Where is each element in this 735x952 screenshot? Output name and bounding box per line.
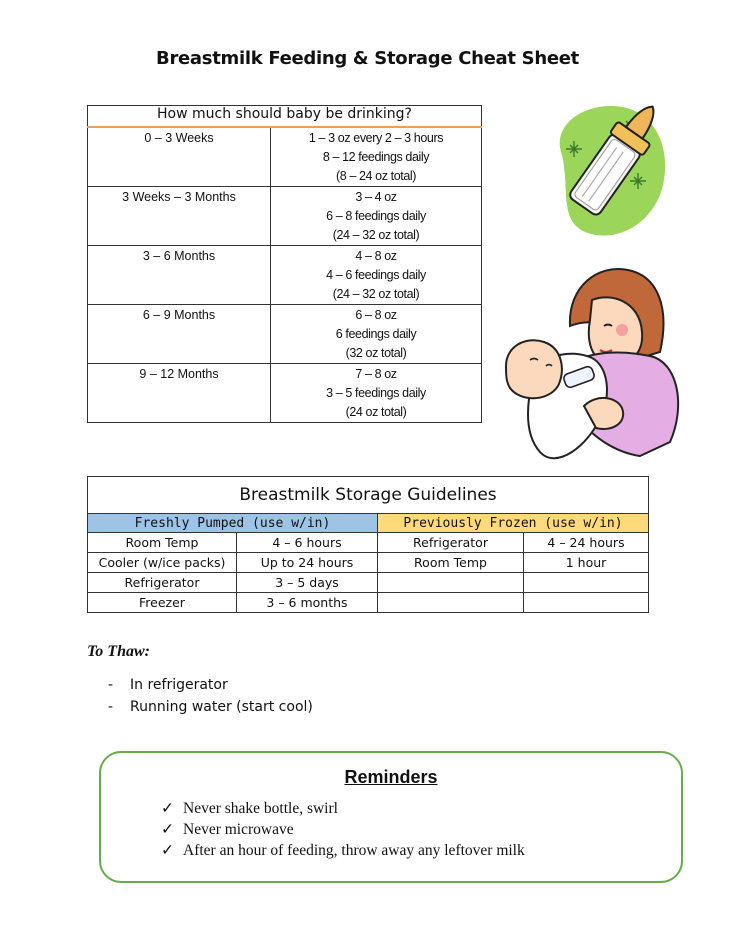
frozen-place: Refrigerator bbox=[378, 533, 524, 553]
feeding-amount-line: 3 – 5 feedings daily bbox=[326, 386, 426, 400]
feeding-amount bbox=[271, 187, 482, 246]
dash-bullet: - bbox=[108, 677, 114, 693]
frozen-time: 4 – 24 hours bbox=[524, 533, 649, 553]
reminder-text: Never shake bottle, swirl bbox=[183, 800, 338, 817]
baby-bottle-icon bbox=[548, 93, 670, 239]
table-row bbox=[88, 533, 649, 553]
feeding-amount-line: 7 – 8 oz bbox=[355, 367, 397, 381]
feeding-amount-line: 6 – 8 oz bbox=[355, 308, 397, 322]
feeding-amount bbox=[271, 246, 482, 305]
table-row bbox=[88, 246, 482, 305]
feeding-age: 9 – 12 Months bbox=[88, 364, 271, 423]
fresh-time: 3 – 6 months bbox=[237, 593, 378, 613]
list-item bbox=[108, 674, 313, 696]
feeding-amount bbox=[271, 127, 482, 187]
reminders-title: Reminders bbox=[344, 767, 438, 787]
feeding-amount-line: (24 – 32 oz total) bbox=[332, 287, 420, 301]
frozen-time bbox=[524, 593, 649, 613]
feeding-age: 0 – 3 Weeks bbox=[88, 127, 271, 187]
frozen-place bbox=[378, 573, 524, 593]
storage-table bbox=[87, 476, 649, 613]
feeding-amount-line: (24 oz total) bbox=[345, 405, 407, 419]
fresh-place: Freezer bbox=[88, 593, 237, 613]
table-row bbox=[88, 593, 649, 613]
thaw-list bbox=[108, 674, 313, 718]
feeding-amount-line: 4 – 8 oz bbox=[355, 249, 397, 263]
table-row bbox=[88, 187, 482, 246]
feeding-amount-line: 3 – 4 oz bbox=[355, 190, 397, 204]
table-row bbox=[88, 364, 482, 423]
fresh-place: Cooler (w/ice packs) bbox=[88, 553, 237, 573]
feeding-amount-line: 1 – 3 oz every 2 – 3 hours bbox=[308, 131, 444, 145]
previously-frozen-header: Previously Frozen (use w/in) bbox=[378, 514, 649, 533]
thaw-heading: To Thaw: bbox=[87, 643, 150, 660]
reminder-text: Never microwave bbox=[183, 821, 294, 838]
thaw-item: Running water (start cool) bbox=[130, 699, 313, 715]
table-row bbox=[88, 127, 482, 187]
feeding-age: 3 – 6 Months bbox=[88, 246, 271, 305]
fresh-time: 3 – 5 days bbox=[237, 573, 378, 593]
list-item bbox=[161, 798, 525, 819]
list-item bbox=[161, 819, 525, 840]
checkmark-icon: ✓ bbox=[161, 842, 174, 859]
table-row bbox=[88, 573, 649, 593]
reminders-box bbox=[99, 751, 683, 883]
fresh-place: Room Temp bbox=[88, 533, 237, 553]
reminders-list bbox=[161, 798, 525, 861]
reminder-text: After an hour of feeding, throw away any leftover milk bbox=[183, 842, 525, 859]
thaw-item: In refrigerator bbox=[130, 677, 228, 693]
frozen-place: Room Temp bbox=[378, 553, 524, 573]
feeding-amount-line: 6 – 8 feedings daily bbox=[326, 209, 426, 223]
table-row bbox=[88, 553, 649, 573]
feeding-amount-line: 6 feedings daily bbox=[335, 327, 417, 341]
list-item bbox=[108, 696, 313, 718]
dash-bullet: - bbox=[108, 699, 114, 715]
checkmark-icon: ✓ bbox=[161, 800, 174, 817]
mother-feeding-baby-icon bbox=[500, 256, 690, 476]
feeding-amount-line: 8 – 12 feedings daily bbox=[322, 150, 430, 164]
table-row bbox=[88, 305, 482, 364]
feeding-amount-line: (32 oz total) bbox=[345, 346, 407, 360]
page-title: Breastmilk Feeding & Storage Cheat Sheet bbox=[156, 48, 579, 69]
feeding-amount-line: (24 – 32 oz total) bbox=[332, 228, 420, 242]
checkmark-icon: ✓ bbox=[161, 821, 174, 838]
frozen-time bbox=[524, 573, 649, 593]
frozen-place bbox=[378, 593, 524, 613]
feeding-age: 6 – 9 Months bbox=[88, 305, 271, 364]
feeding-amount-line: (8 – 24 oz total) bbox=[335, 169, 417, 183]
feeding-amount bbox=[271, 305, 482, 364]
feeding-table-header: How much should baby be drinking? bbox=[88, 106, 482, 128]
feeding-amount-line: 4 – 6 feedings daily bbox=[326, 268, 426, 282]
list-item bbox=[161, 840, 525, 861]
feeding-table bbox=[87, 105, 482, 423]
fresh-place: Refrigerator bbox=[88, 573, 237, 593]
fresh-time: 4 – 6 hours bbox=[237, 533, 378, 553]
storage-table-title: Breastmilk Storage Guidelines bbox=[88, 477, 649, 514]
frozen-time: 1 hour bbox=[524, 553, 649, 573]
feeding-amount bbox=[271, 364, 482, 423]
freshly-pumped-header: Freshly Pumped (use w/in) bbox=[88, 514, 378, 533]
fresh-time: Up to 24 hours bbox=[237, 553, 378, 573]
feeding-age: 3 Weeks – 3 Months bbox=[88, 187, 271, 246]
